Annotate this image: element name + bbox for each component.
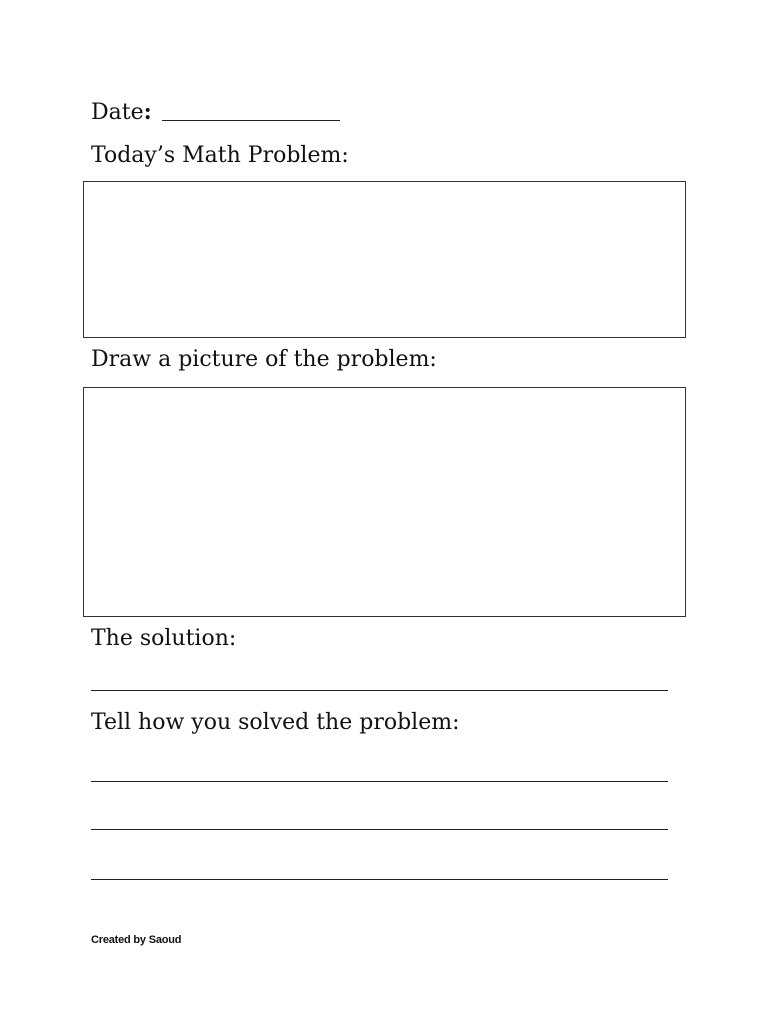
problem-label: Today’s Math Problem:	[91, 143, 349, 168]
date-row	[91, 98, 340, 127]
date-label-colon: :	[143, 99, 152, 125]
creator-credit: Created by Saoud	[91, 934, 182, 946]
date-label	[91, 98, 152, 127]
date-label-text: Date	[91, 100, 144, 125]
picture-box[interactable]	[83, 387, 686, 617]
solution-label: The solution:	[91, 626, 237, 651]
problem-box[interactable]	[83, 181, 686, 338]
explain-answer-line-3[interactable]	[91, 879, 668, 880]
explain-answer-line-2[interactable]	[91, 829, 668, 830]
solution-answer-line[interactable]	[91, 690, 668, 691]
explain-label: Tell how you solved the problem:	[91, 710, 460, 735]
picture-label: Draw a picture of the problem:	[91, 347, 437, 372]
explain-answer-line-1[interactable]	[91, 781, 668, 782]
date-blank-line[interactable]	[162, 100, 340, 121]
